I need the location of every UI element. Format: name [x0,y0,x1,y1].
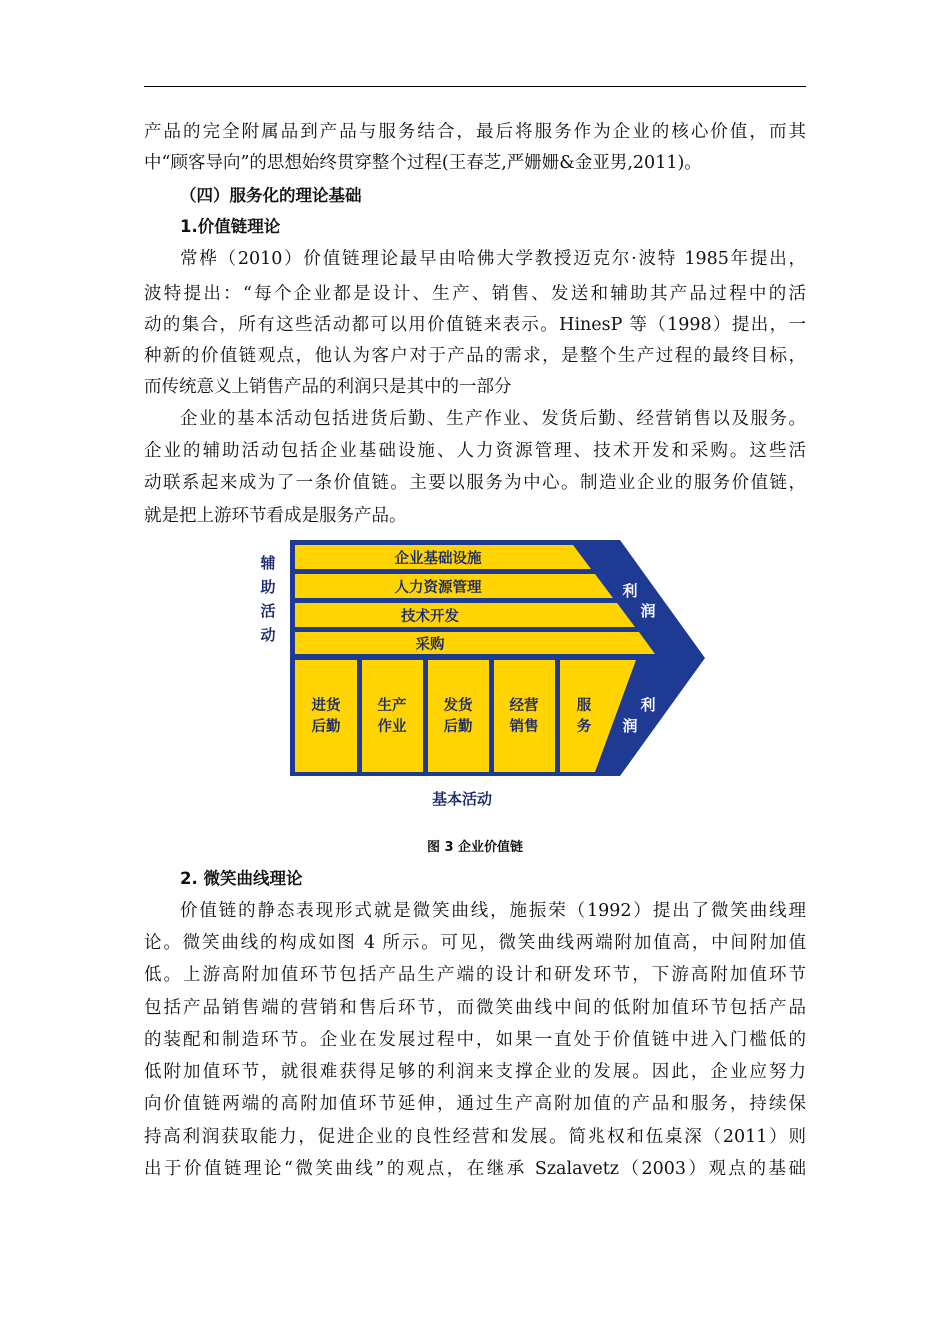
margin-label-char: 利 [622,582,638,600]
value-chain-figure [250,536,710,816]
support-row-label: 人力资源管理 [394,580,482,596]
primary-col-label: 服 [576,698,592,714]
support-row-label: 企业基础设施 [394,551,482,567]
support-label-char: 助 [260,578,276,596]
support-row-bar [295,632,655,654]
text-line: 向价值链两端的高附加值环节延伸，通过生产高附加值的产品和服务，持续保 [144,1094,806,1114]
primary-col-label: 发货 [443,698,473,714]
text-line: 出于价值链理论“微笑曲线”的观点，在继承 Szalavetz（2003）观点的基础 [144,1159,806,1179]
text-line: 包括产品销售端的营销和售后环节，而微笑曲线中间的低附加值环节包括产品 [144,998,806,1018]
text-line: 常桦（2010）价值链理论最早由哈佛大学教授迈克尔·波特 1985年提出， [180,249,806,269]
support-row-bar [295,603,635,627]
text-line: 低附加值环节，就很难获得足够的利润来支撑企业的发展。因此，企业应努力 [144,1062,806,1082]
text-line: 企业的辅助活动包括企业基础设施、人力资源管理、技术开发和采购。这些活 [144,441,806,461]
margin-label-char: 润 [622,717,638,735]
support-label-char: 辅 [260,554,276,572]
text-line: 种新的价值链观点，他认为客户对于产品的需求，是整个生产过程的最终目标， [144,346,806,366]
text-line: 中“顾客导向”的思想始终贯穿整个过程(王春芝,严姗姗&金亚男,2011)。 [144,153,702,173]
text-line: 产品的完全附属品到产品与服务结合，最后将服务作为企业的核心价值，而其 [144,122,806,142]
primary-col-box [428,660,489,772]
text-line: 动的集合，所有这些活动都可以用价值链来表示。HinesP 等（1998）提出，一 [144,315,806,335]
primary-col-box [362,660,423,772]
primary-activity-label: 基本活动 [431,790,493,808]
text-line: 论。微笑曲线的构成如图 4 所示。可见，微笑曲线两端附加值高，中间附加值 [144,933,806,953]
text-line: 而传统意义上销售产品的利润只是其中的一部分 [144,377,512,397]
margin-label-char: 润 [640,602,656,620]
text-line: 持高利润获取能力，促进企业的良性经营和发展。简兆权和伍桌深（2011）则 [144,1127,806,1147]
support-label-char: 动 [260,626,276,644]
support-label-char: 活 [260,602,276,620]
text-line: 动联系起来成为了一条价值链。主要以服务为中心。制造业企业的服务价值链， [144,473,806,493]
primary-col-label: 后勤 [443,719,473,735]
primary-col-label: 生产 [377,698,407,714]
text-line: 低。上游高附加值环节包括产品生产端的设计和研发环节，下游高附加值环节 [144,965,806,985]
text-line: 企业的基本活动包括进货后勤、生产作业、发货后勤、经营销售以及服务。 [180,409,806,429]
text-line: 就是把上游环节看成是服务产品。 [144,506,407,526]
primary-col-box [295,660,357,772]
primary-col-box [494,660,555,772]
primary-col-label: 后勤 [311,719,341,735]
primary-col-label: 销售 [509,719,539,735]
subsection-heading: 1.价值链理论 [180,217,281,236]
primary-col-label: 作业 [377,719,407,735]
support-row-label: 采购 [415,637,445,653]
primary-col-label: 务 [576,719,592,735]
margin-label-char: 利 [640,696,656,714]
primary-col-label: 经营 [509,698,539,714]
section-heading: （四）服务化的理论基础 [180,186,362,205]
primary-col-label: 进货 [311,698,341,714]
subsection-heading: 2. 微笑曲线理论 [180,869,303,888]
text-line: 价值链的静态表现形式就是微笑曲线，施振荣（1992）提出了微笑曲线理 [180,901,806,921]
text-line: 的装配和制造环节。企业在发展过程中，如果一直处于价值链中进入门槛低的 [144,1030,806,1050]
text-line: 波特提出：“每个企业都是设计、生产、销售、发送和辅助其产品过程中的活 [144,284,806,304]
header-rule [144,86,806,87]
support-row-label: 技术开发 [401,609,459,625]
figure-caption: 图 3 企业价值链 [426,840,524,855]
